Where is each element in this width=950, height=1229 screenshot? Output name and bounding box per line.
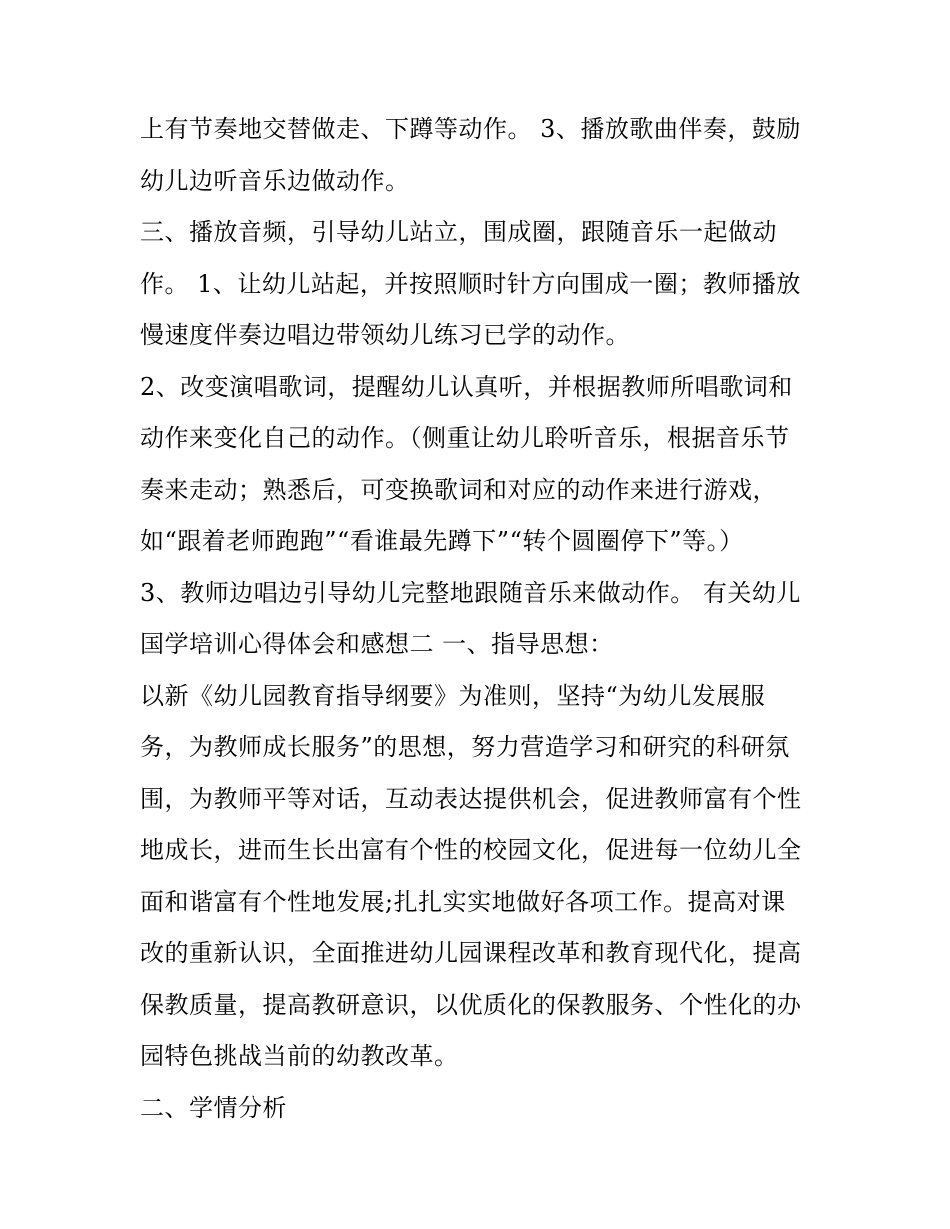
text-line: 三、播放音频，引导幼儿站立，围成圈，跟随音乐一起做动 (140, 218, 777, 246)
document-body (140, 109, 820, 1128)
text-line: 奏来走动；熟悉后，可变换歌词和对应的动作来进行游戏， (140, 475, 777, 504)
text-line: 园特色挑战当前的幼教改革。 (140, 1042, 459, 1070)
text-line: 幼儿边听音乐边做动作。 (140, 166, 410, 195)
text-line: 作。 1、让幼儿站起，并按照顺时针方向围成一圈；教师播放 (140, 269, 801, 298)
text-line: 慢速度伴奏边唱边带领幼儿练习已学的动作。 (140, 321, 630, 349)
text-line: 地成长，进而生长出富有个性的校园文化，促进每一位幼儿全 (140, 836, 802, 864)
text-line: 国学培训心得体会和感想二 一、指导思想： (140, 630, 614, 658)
text-line: 如“跟着老师跑跑”“看谁最先蹲下”“转个圆圈停下”等。） (140, 527, 744, 555)
text-line: 改的重新认识，全面推进幼儿园课程改革和教育现代化，提高 (140, 939, 802, 967)
text-line: 动作来变化自己的动作。（侧重让幼儿聆听音乐，根据音乐节 (140, 424, 790, 452)
text-line: 上有节奏地交替做走、下蹲等动作。 3、播放歌曲伴奏，鼓励 (140, 115, 801, 143)
text-line: 面和谐富有个性地发展;扎扎实实地做好各项工作。提高对课 (140, 887, 786, 916)
text-line: 保教质量，提高教研意识，以优质化的保教服务、个性化的办 (140, 990, 802, 1019)
text-line: 务，为教师成长服务”的思想，努力营造学习和研究的科研氛 (140, 733, 790, 761)
section-heading: 二、学情分析 (140, 1093, 287, 1122)
text-line: 以新《幼儿园教育指导纲要》为准则，坚持“为幼儿发展服 (140, 681, 766, 710)
text-line: 围，为教师平等对话，互动表达提供机会，促进教师富有个性 (140, 784, 802, 813)
text-line: 3、教师边唱边引导幼儿完整地跟随音乐来做动作。 有关幼儿 (140, 578, 801, 607)
text-line: 2、改变演唱歌词，提醒幼儿认真听，并根据教师所唱歌词和 (140, 372, 793, 401)
